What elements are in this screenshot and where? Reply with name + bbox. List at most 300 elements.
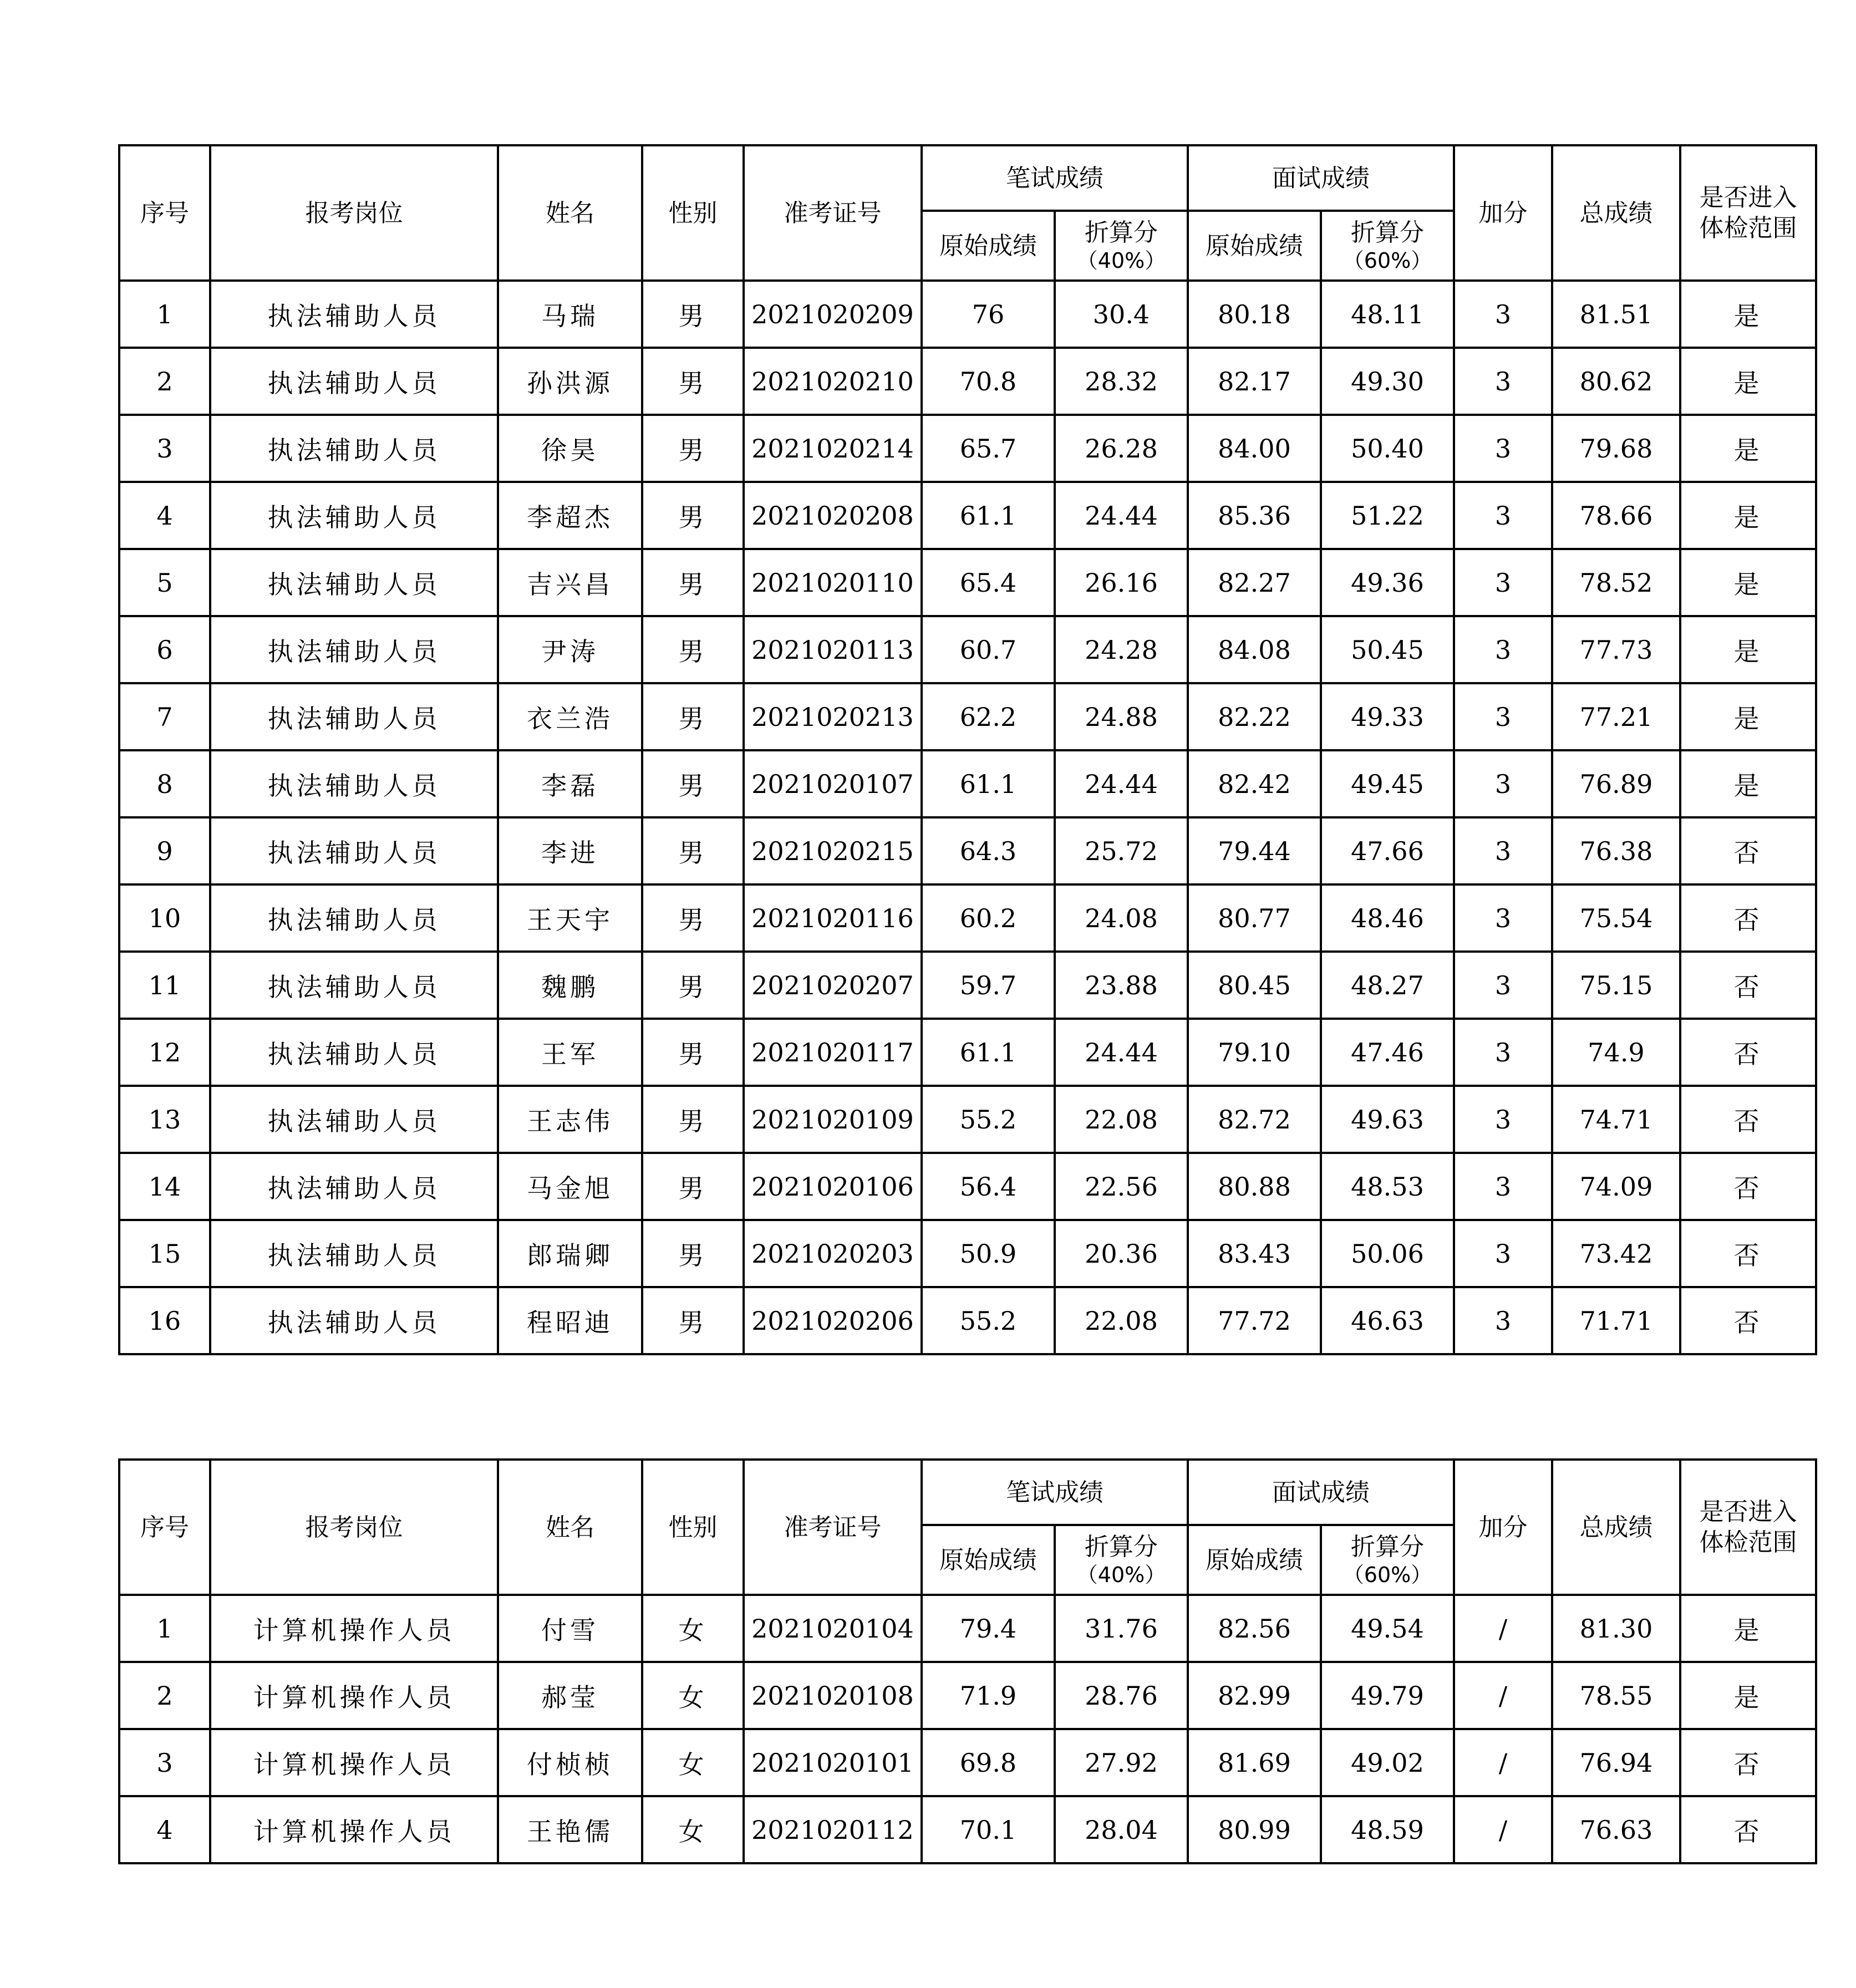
header-written-pct: （40%） [1076, 1562, 1166, 1587]
cell-interview-raw: 82.22 [1188, 683, 1321, 750]
cell-interview-converted: 49.30 [1321, 348, 1454, 415]
cell-interview-converted: 48.53 [1321, 1153, 1454, 1220]
cell-physical-exam: 是 [1680, 281, 1816, 348]
cell-bonus: 3 [1454, 1220, 1552, 1287]
cell-bonus: 3 [1454, 750, 1552, 817]
cell-name: 王艳儒 [498, 1796, 642, 1863]
header-interview-score: 面试成绩 [1188, 1460, 1454, 1525]
cell-written-raw: 50.9 [922, 1220, 1055, 1287]
cell-seq: 2 [119, 348, 210, 415]
cell-physical-exam: 否 [1680, 1796, 1816, 1863]
table-row [119, 1595, 1816, 1662]
cell-gender: 男 [642, 1086, 744, 1153]
cell-written-converted: 20.36 [1055, 1220, 1188, 1287]
cell-total: 71.71 [1552, 1287, 1680, 1354]
cell-seq: 6 [119, 616, 210, 683]
cell-seq: 9 [119, 817, 210, 884]
cell-interview-converted: 48.11 [1321, 281, 1454, 348]
cell-bonus: 3 [1454, 817, 1552, 884]
cell-position: 计算机操作人员 [210, 1595, 498, 1662]
table-row [119, 1019, 1816, 1086]
cell-bonus: 3 [1454, 549, 1552, 616]
cell-interview-raw: 80.77 [1188, 884, 1321, 952]
cell-physical-exam: 是 [1680, 549, 1816, 616]
cell-written-raw: 55.2 [922, 1086, 1055, 1153]
cell-position: 计算机操作人员 [210, 1729, 498, 1796]
header-total: 总成绩 [1552, 1460, 1680, 1595]
cell-interview-raw: 84.00 [1188, 415, 1321, 482]
cell-gender: 男 [642, 817, 744, 884]
cell-interview-converted: 47.46 [1321, 1019, 1454, 1086]
cell-interview-converted: 49.02 [1321, 1729, 1454, 1796]
header-physical-line2: 体检范围 [1699, 1528, 1797, 1557]
cell-physical-exam: 否 [1680, 884, 1816, 952]
table-row [119, 1287, 1816, 1354]
cell-name: 王军 [498, 1019, 642, 1086]
cell-exam-no: 2021020209 [744, 281, 922, 348]
cell-position: 执法辅助人员 [210, 1220, 498, 1287]
header-position: 报考岗位 [210, 145, 498, 281]
cell-interview-raw: 82.17 [1188, 348, 1321, 415]
cell-interview-raw: 79.10 [1188, 1019, 1321, 1086]
header-total: 总成绩 [1552, 145, 1680, 281]
cell-physical-exam: 是 [1680, 348, 1816, 415]
cell-written-converted: 30.4 [1055, 281, 1188, 348]
table-row [119, 1796, 1816, 1863]
cell-interview-converted: 48.59 [1321, 1796, 1454, 1863]
cell-exam-no: 2021020206 [744, 1287, 922, 1354]
cell-exam-no: 2021020113 [744, 616, 922, 683]
cell-written-raw: 70.8 [922, 348, 1055, 415]
cell-exam-no: 2021020213 [744, 683, 922, 750]
cell-position: 执法辅助人员 [210, 348, 498, 415]
cell-total: 76.89 [1552, 750, 1680, 817]
cell-interview-converted: 49.63 [1321, 1086, 1454, 1153]
cell-position: 执法辅助人员 [210, 683, 498, 750]
cell-seq: 1 [119, 1595, 210, 1662]
cell-gender: 男 [642, 616, 744, 683]
table-header [119, 1460, 1816, 1595]
cell-total: 79.68 [1552, 415, 1680, 482]
table-row [119, 1153, 1816, 1220]
cell-written-raw: 61.1 [922, 750, 1055, 817]
cell-written-raw: 71.9 [922, 1662, 1055, 1729]
cell-interview-raw: 82.42 [1188, 750, 1321, 817]
cell-position: 执法辅助人员 [210, 1019, 498, 1086]
cell-seq: 3 [119, 1729, 210, 1796]
cell-exam-no: 2021020116 [744, 884, 922, 952]
cell-seq: 13 [119, 1086, 210, 1153]
cell-seq: 16 [119, 1287, 210, 1354]
cell-total: 75.54 [1552, 884, 1680, 952]
cell-name: 郎瑞卿 [498, 1220, 642, 1287]
header-physical-line2: 体检范围 [1699, 214, 1797, 242]
cell-written-converted: 24.88 [1055, 683, 1188, 750]
cell-interview-converted: 49.33 [1321, 683, 1454, 750]
cell-physical-exam: 否 [1680, 1019, 1816, 1086]
cell-written-converted: 28.04 [1055, 1796, 1188, 1863]
cell-seq: 11 [119, 952, 210, 1019]
cell-position: 执法辅助人员 [210, 817, 498, 884]
cell-exam-no: 2021020207 [744, 952, 922, 1019]
cell-seq: 2 [119, 1662, 210, 1729]
cell-exam-no: 2021020112 [744, 1796, 922, 1863]
cell-position: 执法辅助人员 [210, 750, 498, 817]
cell-total: 76.38 [1552, 817, 1680, 884]
cell-written-raw: 61.1 [922, 1019, 1055, 1086]
cell-physical-exam: 否 [1680, 1153, 1816, 1220]
cell-position: 执法辅助人员 [210, 482, 498, 549]
cell-seq: 10 [119, 884, 210, 952]
header-written-converted-label: 折算分 [1085, 218, 1158, 247]
header-gender: 性别 [642, 145, 744, 281]
cell-written-raw: 69.8 [922, 1729, 1055, 1796]
cell-name: 尹涛 [498, 616, 642, 683]
cell-interview-raw: 80.45 [1188, 952, 1321, 1019]
cell-exam-no: 2021020214 [744, 415, 922, 482]
cell-bonus: 3 [1454, 482, 1552, 549]
cell-name: 付桢桢 [498, 1729, 642, 1796]
header-physical-exam [1680, 145, 1816, 281]
cell-interview-converted: 50.45 [1321, 616, 1454, 683]
cell-physical-exam: 是 [1680, 482, 1816, 549]
header-interview-converted [1321, 211, 1454, 281]
cell-exam-no: 2021020108 [744, 1662, 922, 1729]
cell-interview-raw: 82.27 [1188, 549, 1321, 616]
cell-interview-raw: 80.88 [1188, 1153, 1321, 1220]
cell-physical-exam: 否 [1680, 1729, 1816, 1796]
header-written-converted-label: 折算分 [1085, 1532, 1158, 1561]
table-body [119, 1595, 1816, 1863]
cell-written-converted: 26.28 [1055, 415, 1188, 482]
cell-gender: 男 [642, 1019, 744, 1086]
cell-seq: 5 [119, 549, 210, 616]
cell-interview-converted: 49.54 [1321, 1595, 1454, 1662]
cell-written-raw: 76 [922, 281, 1055, 348]
cell-gender: 女 [642, 1662, 744, 1729]
cell-position: 执法辅助人员 [210, 281, 498, 348]
cell-bonus: 3 [1454, 1019, 1552, 1086]
cell-written-raw: 62.2 [922, 683, 1055, 750]
header-interview-score: 面试成绩 [1188, 145, 1454, 211]
cell-physical-exam: 否 [1680, 1220, 1816, 1287]
cell-gender: 男 [642, 1287, 744, 1354]
cell-total: 77.73 [1552, 616, 1680, 683]
cell-written-converted: 24.28 [1055, 616, 1188, 683]
cell-name: 吉兴昌 [498, 549, 642, 616]
cell-physical-exam: 是 [1680, 415, 1816, 482]
cell-name: 魏鹏 [498, 952, 642, 1019]
table-row [119, 1220, 1816, 1287]
cell-total: 78.52 [1552, 549, 1680, 616]
cell-written-converted: 23.88 [1055, 952, 1188, 1019]
cell-written-converted: 27.92 [1055, 1729, 1188, 1796]
cell-gender: 男 [642, 1153, 744, 1220]
cell-gender: 女 [642, 1729, 744, 1796]
cell-gender: 男 [642, 482, 744, 549]
cell-gender: 男 [642, 348, 744, 415]
cell-seq: 12 [119, 1019, 210, 1086]
cell-name: 付雪 [498, 1595, 642, 1662]
cell-bonus: 3 [1454, 952, 1552, 1019]
table-row [119, 616, 1816, 683]
cell-total: 76.94 [1552, 1729, 1680, 1796]
table-row [119, 281, 1816, 348]
cell-seq: 7 [119, 683, 210, 750]
cell-position: 执法辅助人员 [210, 549, 498, 616]
cell-physical-exam: 是 [1680, 750, 1816, 817]
cell-total: 76.63 [1552, 1796, 1680, 1863]
cell-name: 李磊 [498, 750, 642, 817]
cell-bonus: / [1454, 1662, 1552, 1729]
cell-gender: 男 [642, 884, 744, 952]
cell-physical-exam: 是 [1680, 1595, 1816, 1662]
cell-position: 执法辅助人员 [210, 1287, 498, 1354]
table-row [119, 482, 1816, 549]
cell-interview-raw: 82.56 [1188, 1595, 1321, 1662]
cell-bonus: 3 [1454, 683, 1552, 750]
table-row [119, 817, 1816, 884]
header-name: 姓名 [498, 145, 642, 281]
cell-exam-no: 2021020203 [744, 1220, 922, 1287]
header-bonus: 加分 [1454, 145, 1552, 281]
cell-written-converted: 22.08 [1055, 1086, 1188, 1153]
cell-interview-raw: 81.69 [1188, 1729, 1321, 1796]
cell-total: 74.71 [1552, 1086, 1680, 1153]
cell-physical-exam: 否 [1680, 1086, 1816, 1153]
cell-interview-raw: 80.18 [1188, 281, 1321, 348]
cell-bonus: 3 [1454, 348, 1552, 415]
cell-total: 73.42 [1552, 1220, 1680, 1287]
cell-physical-exam: 是 [1680, 616, 1816, 683]
cell-exam-no: 2021020210 [744, 348, 922, 415]
cell-exam-no: 2021020106 [744, 1153, 922, 1220]
header-seq: 序号 [119, 1460, 210, 1595]
cell-name: 程昭迪 [498, 1287, 642, 1354]
cell-gender: 男 [642, 952, 744, 1019]
header-written-converted [1055, 1525, 1188, 1595]
cell-gender: 女 [642, 1796, 744, 1863]
cell-physical-exam: 否 [1680, 1287, 1816, 1354]
header-written-raw: 原始成绩 [922, 211, 1055, 281]
cell-written-raw: 59.7 [922, 952, 1055, 1019]
cell-exam-no: 2021020104 [744, 1595, 922, 1662]
cell-physical-exam: 否 [1680, 952, 1816, 1019]
cell-written-converted: 24.44 [1055, 482, 1188, 549]
cell-physical-exam: 是 [1680, 683, 1816, 750]
cell-interview-raw: 85.36 [1188, 482, 1321, 549]
cell-seq: 1 [119, 281, 210, 348]
table-body [119, 281, 1816, 1354]
cell-position: 执法辅助人员 [210, 1153, 498, 1220]
cell-bonus: / [1454, 1796, 1552, 1863]
cell-physical-exam: 是 [1680, 1662, 1816, 1729]
cell-bonus: 3 [1454, 616, 1552, 683]
cell-name: 李进 [498, 817, 642, 884]
cell-written-converted: 24.44 [1055, 750, 1188, 817]
header-written-converted [1055, 211, 1188, 281]
cell-position: 计算机操作人员 [210, 1796, 498, 1863]
cell-seq: 4 [119, 482, 210, 549]
cell-exam-no: 2021020215 [744, 817, 922, 884]
cell-total: 78.66 [1552, 482, 1680, 549]
header-interview-pct: （60%） [1343, 248, 1432, 273]
cell-interview-converted: 47.66 [1321, 817, 1454, 884]
cell-interview-raw: 82.99 [1188, 1662, 1321, 1729]
table-row [119, 952, 1816, 1019]
header-written-score: 笔试成绩 [922, 145, 1188, 211]
cell-gender: 男 [642, 549, 744, 616]
cell-bonus: 3 [1454, 1086, 1552, 1153]
cell-written-raw: 79.4 [922, 1595, 1055, 1662]
cell-name: 李超杰 [498, 482, 642, 549]
cell-written-converted: 31.76 [1055, 1595, 1188, 1662]
table-row [119, 884, 1816, 952]
cell-interview-converted: 46.63 [1321, 1287, 1454, 1354]
table-row [119, 549, 1816, 616]
cell-name: 郝莹 [498, 1662, 642, 1729]
cell-gender: 男 [642, 750, 744, 817]
cell-total: 77.21 [1552, 683, 1680, 750]
cell-exam-no: 2021020110 [744, 549, 922, 616]
cell-interview-raw: 82.72 [1188, 1086, 1321, 1153]
cell-written-converted: 22.08 [1055, 1287, 1188, 1354]
cell-written-converted: 28.32 [1055, 348, 1188, 415]
cell-interview-converted: 48.27 [1321, 952, 1454, 1019]
cell-bonus: 3 [1454, 1287, 1552, 1354]
cell-exam-no: 2021020101 [744, 1729, 922, 1796]
cell-written-raw: 60.7 [922, 616, 1055, 683]
cell-written-raw: 64.3 [922, 817, 1055, 884]
header-physical-line1: 是否进入 [1699, 184, 1797, 212]
cell-bonus: 3 [1454, 415, 1552, 482]
cell-interview-converted: 51.22 [1321, 482, 1454, 549]
cell-interview-raw: 77.72 [1188, 1287, 1321, 1354]
cell-position: 执法辅助人员 [210, 952, 498, 1019]
cell-interview-raw: 83.43 [1188, 1220, 1321, 1287]
cell-written-converted: 25.72 [1055, 817, 1188, 884]
cell-bonus: / [1454, 1595, 1552, 1662]
table-row [119, 415, 1816, 482]
cell-seq: 3 [119, 415, 210, 482]
table-row [119, 750, 1816, 817]
header-physical-line1: 是否进入 [1699, 1498, 1797, 1526]
header-bonus: 加分 [1454, 1460, 1552, 1595]
table-row [119, 1086, 1816, 1153]
cell-position: 计算机操作人员 [210, 1662, 498, 1729]
cell-name: 王天宇 [498, 884, 642, 952]
cell-interview-converted: 50.40 [1321, 415, 1454, 482]
score-table-enforcement [118, 144, 1817, 1355]
cell-interview-raw: 84.08 [1188, 616, 1321, 683]
cell-interview-converted: 49.36 [1321, 549, 1454, 616]
cell-total: 80.62 [1552, 348, 1680, 415]
cell-position: 执法辅助人员 [210, 1086, 498, 1153]
cell-exam-no: 2021020208 [744, 482, 922, 549]
table-row [119, 348, 1816, 415]
cell-gender: 男 [642, 415, 744, 482]
cell-written-raw: 55.2 [922, 1287, 1055, 1354]
cell-interview-converted: 49.79 [1321, 1662, 1454, 1729]
cell-seq: 8 [119, 750, 210, 817]
cell-name: 马瑞 [498, 281, 642, 348]
header-interview-converted-label: 折算分 [1351, 218, 1424, 247]
score-table-computer [118, 1458, 1817, 1864]
cell-exam-no: 2021020117 [744, 1019, 922, 1086]
cell-interview-raw: 79.44 [1188, 817, 1321, 884]
cell-written-raw: 65.4 [922, 549, 1055, 616]
cell-seq: 14 [119, 1153, 210, 1220]
cell-interview-raw: 80.99 [1188, 1796, 1321, 1863]
cell-name: 衣兰浩 [498, 683, 642, 750]
cell-written-converted: 28.76 [1055, 1662, 1188, 1729]
cell-gender: 男 [642, 683, 744, 750]
cell-total: 74.9 [1552, 1019, 1680, 1086]
cell-written-raw: 56.4 [922, 1153, 1055, 1220]
cell-exam-no: 2021020107 [744, 750, 922, 817]
cell-total: 74.09 [1552, 1153, 1680, 1220]
cell-total: 81.30 [1552, 1595, 1680, 1662]
cell-gender: 男 [642, 281, 744, 348]
cell-bonus: 3 [1454, 1153, 1552, 1220]
cell-total: 75.15 [1552, 952, 1680, 1019]
cell-gender: 女 [642, 1595, 744, 1662]
cell-bonus: / [1454, 1729, 1552, 1796]
cell-name: 孙洪源 [498, 348, 642, 415]
cell-bonus: 3 [1454, 281, 1552, 348]
header-seq: 序号 [119, 145, 210, 281]
cell-written-raw: 70.1 [922, 1796, 1055, 1863]
cell-written-raw: 61.1 [922, 482, 1055, 549]
header-interview-converted [1321, 1525, 1454, 1595]
header-position: 报考岗位 [210, 1460, 498, 1595]
header-interview-raw: 原始成绩 [1188, 1525, 1321, 1595]
header-interview-raw: 原始成绩 [1188, 211, 1321, 281]
cell-seq: 15 [119, 1220, 210, 1287]
cell-position: 执法辅助人员 [210, 415, 498, 482]
cell-written-converted: 24.44 [1055, 1019, 1188, 1086]
header-exam-no: 准考证号 [744, 1460, 922, 1595]
cell-interview-converted: 48.46 [1321, 884, 1454, 952]
cell-written-converted: 24.08 [1055, 884, 1188, 952]
cell-total: 81.51 [1552, 281, 1680, 348]
cell-name: 王志伟 [498, 1086, 642, 1153]
cell-written-converted: 26.16 [1055, 549, 1188, 616]
header-written-raw: 原始成绩 [922, 1525, 1055, 1595]
header-written-score: 笔试成绩 [922, 1460, 1188, 1525]
table-row [119, 1662, 1816, 1729]
table-header [119, 145, 1816, 281]
cell-exam-no: 2021020109 [744, 1086, 922, 1153]
cell-written-raw: 60.2 [922, 884, 1055, 952]
table-row [119, 683, 1816, 750]
cell-interview-converted: 49.45 [1321, 750, 1454, 817]
table-row [119, 1729, 1816, 1796]
cell-interview-converted: 50.06 [1321, 1220, 1454, 1287]
header-interview-converted-label: 折算分 [1351, 1532, 1424, 1561]
cell-name: 徐昊 [498, 415, 642, 482]
cell-seq: 4 [119, 1796, 210, 1863]
cell-gender: 男 [642, 1220, 744, 1287]
cell-written-raw: 65.7 [922, 415, 1055, 482]
header-physical-exam [1680, 1460, 1816, 1595]
header-gender: 性别 [642, 1460, 744, 1595]
header-written-pct: （40%） [1076, 248, 1166, 273]
header-name: 姓名 [498, 1460, 642, 1595]
header-exam-no: 准考证号 [744, 145, 922, 281]
cell-physical-exam: 否 [1680, 817, 1816, 884]
cell-position: 执法辅助人员 [210, 616, 498, 683]
